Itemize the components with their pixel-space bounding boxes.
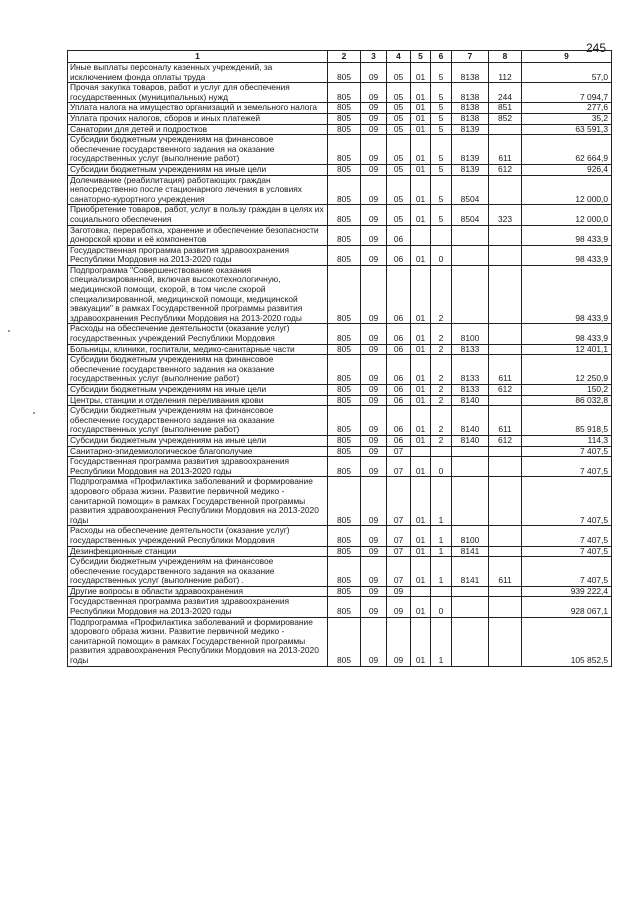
row-code-4: 05 <box>387 164 411 175</box>
row-amount: 98 433,9 <box>522 225 612 245</box>
column-header: 4 <box>387 51 411 63</box>
row-code-6: 1 <box>431 546 452 557</box>
row-code-4: 05 <box>387 113 411 124</box>
row-code-8: 611 <box>489 406 522 436</box>
table-row <box>68 546 612 557</box>
row-code-6: 5 <box>431 135 452 165</box>
row-code-8 <box>489 526 522 546</box>
row-code-2: 805 <box>328 344 361 355</box>
row-code-7: 8140 <box>452 395 489 406</box>
row-code-6 <box>431 586 452 597</box>
row-code-8: 612 <box>489 164 522 175</box>
row-code-8 <box>489 457 522 477</box>
table-row <box>68 435 612 446</box>
table-row <box>68 586 612 597</box>
row-code-7 <box>452 245 489 265</box>
row-code-5: 01 <box>411 385 431 396</box>
row-description: Центры, станции и отделения переливания крови <box>68 395 328 406</box>
table-row <box>68 225 612 245</box>
table-row <box>68 355 612 385</box>
row-description: Субсидии бюджетным учреждениям на финансовое обеспечение государственного задания на оказание государственных услуг (выполнение работ) . <box>68 557 328 587</box>
row-code-6: 1 <box>431 617 452 666</box>
row-description: Санитарно-эпидемиологическое благополучие <box>68 446 328 457</box>
row-amount: 12 000,0 <box>522 205 612 225</box>
table-row <box>68 113 612 124</box>
row-code-8: 323 <box>489 205 522 225</box>
row-code-2: 805 <box>328 265 361 324</box>
row-code-4: 06 <box>387 245 411 265</box>
row-description: Уплата налога на имущество организаций и земельного налога <box>68 103 328 114</box>
row-code-2: 805 <box>328 597 361 617</box>
row-code-3: 09 <box>361 395 387 406</box>
row-code-5: 01 <box>411 324 431 344</box>
row-code-4: 05 <box>387 205 411 225</box>
row-amount: 114,3 <box>522 435 612 446</box>
row-description: Долечивание (реабилитация) работающих граждан непосредственно после стационарного лечения в условиях санаторно-курортного учреждения <box>68 175 328 205</box>
row-code-6: 5 <box>431 63 452 83</box>
row-amount: 62 664,9 <box>522 135 612 165</box>
row-code-4: 07 <box>387 457 411 477</box>
row-code-2: 805 <box>328 385 361 396</box>
row-code-2: 805 <box>328 457 361 477</box>
row-description: Субсидии бюджетным учреждениям на иные цели <box>68 435 328 446</box>
row-code-8: 612 <box>489 435 522 446</box>
row-code-5: 01 <box>411 406 431 436</box>
row-code-5: 01 <box>411 546 431 557</box>
table-row <box>68 265 612 324</box>
table-row <box>68 477 612 526</box>
row-code-7 <box>452 586 489 597</box>
row-code-8 <box>489 344 522 355</box>
row-code-7: 8133 <box>452 355 489 385</box>
row-code-8: 244 <box>489 83 522 103</box>
row-amount: 86 032,8 <box>522 395 612 406</box>
row-code-7: 8133 <box>452 385 489 396</box>
row-description: Субсидии бюджетным учреждениям на финансовое обеспечение государственного задания на оказание государственных услуг (выполнение работ) <box>68 406 328 436</box>
row-code-2: 805 <box>328 586 361 597</box>
table-row <box>68 103 612 114</box>
row-amount: 277,6 <box>522 103 612 114</box>
row-amount: 63 591,3 <box>522 124 612 135</box>
row-code-5: 01 <box>411 124 431 135</box>
row-code-7 <box>452 225 489 245</box>
row-code-2: 805 <box>328 395 361 406</box>
row-code-3: 09 <box>361 175 387 205</box>
row-code-2: 805 <box>328 617 361 666</box>
table-row <box>68 526 612 546</box>
row-code-5: 01 <box>411 526 431 546</box>
table-row <box>68 124 612 135</box>
row-description: Другие вопросы в области здравоохранения <box>68 586 328 597</box>
column-header: 8 <box>489 51 522 63</box>
row-code-8 <box>489 597 522 617</box>
row-code-8: 611 <box>489 557 522 587</box>
row-code-2: 805 <box>328 477 361 526</box>
row-code-7: 8138 <box>452 83 489 103</box>
row-description: Субсидии бюджетным учреждениям на финансовое обеспечение государственного задания на оказание государственных услуг (выполнение работ) <box>68 135 328 165</box>
row-code-7 <box>452 446 489 457</box>
row-code-7: 8138 <box>452 103 489 114</box>
row-code-2: 805 <box>328 135 361 165</box>
row-code-2: 805 <box>328 557 361 587</box>
row-amount: 928 067,1 <box>522 597 612 617</box>
row-code-7: 8139 <box>452 164 489 175</box>
table-row <box>68 385 612 396</box>
row-description: Подпрограмма «Профилактика заболеваний и формирование здорового образа жизни. Развитие первичной медико - санитарной помощи» в рамках Государственной программы развития здравоохранения Республики Мордовия на 2013-2020 годы <box>68 617 328 666</box>
row-amount: 57,0 <box>522 63 612 83</box>
row-amount: 105 852,5 <box>522 617 612 666</box>
row-code-3: 09 <box>361 135 387 165</box>
row-code-2: 805 <box>328 113 361 124</box>
row-description: Уплата прочих налогов, сборов и иных платежей <box>68 113 328 124</box>
row-code-4: 06 <box>387 385 411 396</box>
row-description: Иные выплаты персоналу казенных учреждений, за исключением фонда оплаты труда <box>68 63 328 83</box>
row-code-7: 8133 <box>452 344 489 355</box>
row-code-5: 01 <box>411 477 431 526</box>
row-amount: 150,2 <box>522 385 612 396</box>
row-code-6: 2 <box>431 344 452 355</box>
row-code-2: 805 <box>328 435 361 446</box>
row-code-8: 611 <box>489 355 522 385</box>
row-description: Подпрограмма "Совершенствование оказания специализированной, включая высокотехнологичную, медицинской помощи, скорой, в том числе скорой специализированной, медицинской помощи, медицинской эвакуации" в рамках Государственной программы развития здравоохранения Республики Мордовия на 2013-2020 годы <box>68 265 328 324</box>
row-code-5: 01 <box>411 265 431 324</box>
row-description: Государственная программа развития здравоохранения Республики Мордовия на 2013-2020 годы <box>68 457 328 477</box>
row-code-4: 07 <box>387 557 411 587</box>
row-code-7: 8141 <box>452 557 489 587</box>
row-description: Субсидии бюджетным учреждениям на иные цели <box>68 385 328 396</box>
row-description: Расходы на обеспечение деятельности (оказание услуг) государственных учреждений Республики Мордовия <box>68 526 328 546</box>
row-code-5: 01 <box>411 355 431 385</box>
row-code-6: 2 <box>431 385 452 396</box>
row-code-6: 2 <box>431 265 452 324</box>
row-amount: 7 407,5 <box>522 546 612 557</box>
row-code-5: 01 <box>411 164 431 175</box>
row-code-3: 09 <box>361 546 387 557</box>
row-code-3: 09 <box>361 586 387 597</box>
row-code-3: 09 <box>361 113 387 124</box>
row-code-4: 06 <box>387 406 411 436</box>
row-code-4: 05 <box>387 103 411 114</box>
row-code-8 <box>489 245 522 265</box>
row-code-2: 805 <box>328 83 361 103</box>
row-code-2: 805 <box>328 225 361 245</box>
row-code-6: 0 <box>431 597 452 617</box>
row-code-4: 06 <box>387 435 411 446</box>
row-code-4: 07 <box>387 546 411 557</box>
row-description: Подпрограмма «Профилактика заболеваний и формирование здорового образа жизни. Развитие первичной медико - санитарной помощи» в рамках Государственной программы развития здравоохранения Республики Мордовия на 2013-2020 годы <box>68 477 328 526</box>
row-code-7: 8139 <box>452 135 489 165</box>
table-row <box>68 406 612 436</box>
row-code-2: 805 <box>328 245 361 265</box>
row-code-7: 8138 <box>452 63 489 83</box>
row-code-5: 01 <box>411 344 431 355</box>
row-code-8: 112 <box>489 63 522 83</box>
table-header-row <box>68 51 612 63</box>
row-code-4: 09 <box>387 597 411 617</box>
row-code-7: 8141 <box>452 546 489 557</box>
row-code-2: 805 <box>328 175 361 205</box>
column-header: 1 <box>68 51 328 63</box>
row-amount: 98 433,9 <box>522 324 612 344</box>
row-code-7 <box>452 617 489 666</box>
row-code-6: 2 <box>431 395 452 406</box>
row-amount: 85 918,5 <box>522 406 612 436</box>
row-description: Дезинфекционные станции <box>68 546 328 557</box>
row-code-3: 09 <box>361 164 387 175</box>
row-amount: 926,4 <box>522 164 612 175</box>
row-amount: 7 407,5 <box>522 557 612 587</box>
row-code-8 <box>489 395 522 406</box>
row-code-8 <box>489 225 522 245</box>
row-code-2: 805 <box>328 546 361 557</box>
table-row <box>68 135 612 165</box>
row-code-2: 805 <box>328 406 361 436</box>
row-code-3: 09 <box>361 526 387 546</box>
row-code-8 <box>489 477 522 526</box>
row-code-8 <box>489 124 522 135</box>
row-code-5: 01 <box>411 135 431 165</box>
row-amount: 98 433,9 <box>522 265 612 324</box>
row-code-3: 09 <box>361 265 387 324</box>
row-code-5: 01 <box>411 175 431 205</box>
column-header: 2 <box>328 51 361 63</box>
row-code-8: 852 <box>489 113 522 124</box>
row-code-3: 09 <box>361 103 387 114</box>
row-code-7: 8139 <box>452 124 489 135</box>
row-amount: 12 401,1 <box>522 344 612 355</box>
page-number: 245 <box>586 41 607 55</box>
row-code-3: 09 <box>361 124 387 135</box>
row-code-8 <box>489 265 522 324</box>
row-code-3: 09 <box>361 344 387 355</box>
row-code-4: 06 <box>387 344 411 355</box>
row-code-3: 09 <box>361 597 387 617</box>
table-row <box>68 617 612 666</box>
row-code-6: 0 <box>431 457 452 477</box>
row-code-4: 09 <box>387 617 411 666</box>
row-code-8 <box>489 546 522 557</box>
row-code-8 <box>489 175 522 205</box>
row-description: Заготовка, переработка, хранение и обеспечение безопасности донорской крови и её компонентов <box>68 225 328 245</box>
row-code-8 <box>489 324 522 344</box>
row-code-3: 09 <box>361 355 387 385</box>
row-code-4: 07 <box>387 477 411 526</box>
row-code-6: 1 <box>431 477 452 526</box>
row-code-8 <box>489 446 522 457</box>
row-code-3: 09 <box>361 477 387 526</box>
row-code-7: 8140 <box>452 406 489 436</box>
table-row <box>68 63 612 83</box>
row-code-5 <box>411 586 431 597</box>
row-code-3: 09 <box>361 557 387 587</box>
row-code-8: 612 <box>489 385 522 396</box>
table-row <box>68 344 612 355</box>
scan-speck <box>8 330 10 332</box>
table-row <box>68 446 612 457</box>
row-description: Расходы на обеспечение деятельности (оказание услуг) государственных учреждений Республики Мордовия <box>68 324 328 344</box>
row-code-6: 2 <box>431 435 452 446</box>
row-amount: 7 407,5 <box>522 457 612 477</box>
row-code-7 <box>452 477 489 526</box>
row-code-7 <box>452 457 489 477</box>
row-code-4: 07 <box>387 526 411 546</box>
row-code-6: 5 <box>431 175 452 205</box>
row-code-6: 5 <box>431 113 452 124</box>
row-description: Больницы, клиники, госпитали, медико-санитарные части <box>68 344 328 355</box>
row-code-4: 05 <box>387 124 411 135</box>
row-amount: 12 000,0 <box>522 175 612 205</box>
row-code-4: 06 <box>387 324 411 344</box>
row-code-5: 01 <box>411 597 431 617</box>
row-code-5: 01 <box>411 245 431 265</box>
row-code-8 <box>489 586 522 597</box>
row-code-2: 805 <box>328 103 361 114</box>
row-code-5 <box>411 446 431 457</box>
row-amount: 12 250,9 <box>522 355 612 385</box>
row-code-3: 09 <box>361 406 387 436</box>
row-code-6: 5 <box>431 103 452 114</box>
table-row <box>68 164 612 175</box>
row-code-4: 07 <box>387 446 411 457</box>
table-row <box>68 324 612 344</box>
row-code-7: 8504 <box>452 175 489 205</box>
column-header: 5 <box>411 51 431 63</box>
table-row <box>68 557 612 587</box>
row-code-4: 06 <box>387 395 411 406</box>
budget-table <box>67 50 612 667</box>
row-code-5: 01 <box>411 435 431 446</box>
row-amount: 7 407,5 <box>522 446 612 457</box>
row-code-3: 09 <box>361 385 387 396</box>
row-code-5: 01 <box>411 205 431 225</box>
row-description: Государственная программа развития здравоохранения Республики Мордовия на 2013-2020 годы <box>68 597 328 617</box>
row-description: Субсидии бюджетным учреждениям на финансовое обеспечение государственного задания на оказание государственных услуг (выполнение работ) <box>68 355 328 385</box>
row-code-7 <box>452 597 489 617</box>
table-row <box>68 83 612 103</box>
row-code-2: 805 <box>328 355 361 385</box>
row-amount: 939 222,4 <box>522 586 612 597</box>
column-header: 3 <box>361 51 387 63</box>
row-code-6: 5 <box>431 83 452 103</box>
table-row <box>68 395 612 406</box>
table-row <box>68 205 612 225</box>
row-code-3: 09 <box>361 205 387 225</box>
row-description: Государственная программа развития здравоохранения Республики Мордовия на 2013-2020 годы <box>68 245 328 265</box>
row-code-5: 01 <box>411 103 431 114</box>
row-code-5: 01 <box>411 617 431 666</box>
row-code-4: 05 <box>387 63 411 83</box>
row-code-6: 2 <box>431 324 452 344</box>
row-code-5: 01 <box>411 557 431 587</box>
row-code-7: 8100 <box>452 526 489 546</box>
row-code-2: 805 <box>328 164 361 175</box>
row-amount: 7 094,7 <box>522 83 612 103</box>
row-code-5 <box>411 225 431 245</box>
row-code-3: 09 <box>361 225 387 245</box>
row-code-3: 09 <box>361 245 387 265</box>
row-code-6: 0 <box>431 245 452 265</box>
row-code-3: 09 <box>361 63 387 83</box>
row-code-2: 805 <box>328 526 361 546</box>
row-code-6: 2 <box>431 355 452 385</box>
row-code-6 <box>431 446 452 457</box>
row-code-4: 05 <box>387 135 411 165</box>
row-code-6: 5 <box>431 205 452 225</box>
row-code-8 <box>489 617 522 666</box>
row-code-8: 611 <box>489 135 522 165</box>
row-code-5: 01 <box>411 395 431 406</box>
row-code-4: 05 <box>387 83 411 103</box>
row-amount: 7 407,5 <box>522 526 612 546</box>
table-row <box>68 245 612 265</box>
row-code-7: 8504 <box>452 205 489 225</box>
row-description: Субсидии бюджетным учреждениям на иные цели <box>68 164 328 175</box>
row-amount: 35,2 <box>522 113 612 124</box>
row-code-5: 01 <box>411 63 431 83</box>
row-code-5: 01 <box>411 457 431 477</box>
row-code-3: 09 <box>361 435 387 446</box>
row-description: Санатории для детей и подростков <box>68 124 328 135</box>
row-code-7: 8100 <box>452 324 489 344</box>
row-code-3: 09 <box>361 324 387 344</box>
row-code-3: 09 <box>361 457 387 477</box>
row-code-4: 05 <box>387 175 411 205</box>
row-code-2: 805 <box>328 63 361 83</box>
row-code-7 <box>452 265 489 324</box>
row-code-4: 09 <box>387 586 411 597</box>
table-row <box>68 175 612 205</box>
row-code-3: 09 <box>361 617 387 666</box>
row-code-4: 06 <box>387 265 411 324</box>
column-header: 6 <box>431 51 452 63</box>
row-code-6: 1 <box>431 526 452 546</box>
row-code-6: 2 <box>431 406 452 436</box>
row-code-5: 01 <box>411 83 431 103</box>
row-code-2: 805 <box>328 446 361 457</box>
row-code-6: 5 <box>431 124 452 135</box>
row-code-2: 805 <box>328 205 361 225</box>
column-header: 9 <box>522 51 612 63</box>
table-row <box>68 457 612 477</box>
row-code-4: 06 <box>387 225 411 245</box>
row-code-6: 5 <box>431 164 452 175</box>
row-code-5: 01 <box>411 113 431 124</box>
row-code-8: 851 <box>489 103 522 114</box>
row-code-2: 805 <box>328 124 361 135</box>
row-code-3: 09 <box>361 446 387 457</box>
row-code-3: 09 <box>361 83 387 103</box>
scan-speck <box>33 412 35 414</box>
row-code-7: 8138 <box>452 113 489 124</box>
column-header: 7 <box>452 51 489 63</box>
row-code-7: 8140 <box>452 435 489 446</box>
row-description: Прочая закупка товаров, работ и услуг для обеспечения государственных (муниципальных) нужд <box>68 83 328 103</box>
row-amount: 98 433,9 <box>522 245 612 265</box>
row-amount: 7 407,5 <box>522 477 612 526</box>
row-code-2: 805 <box>328 324 361 344</box>
table-row <box>68 597 612 617</box>
row-description: Приобретение товаров, работ, услуг в пользу граждан в целях их социального обеспечения <box>68 205 328 225</box>
row-code-6 <box>431 225 452 245</box>
row-code-6: 1 <box>431 557 452 587</box>
row-code-4: 06 <box>387 355 411 385</box>
